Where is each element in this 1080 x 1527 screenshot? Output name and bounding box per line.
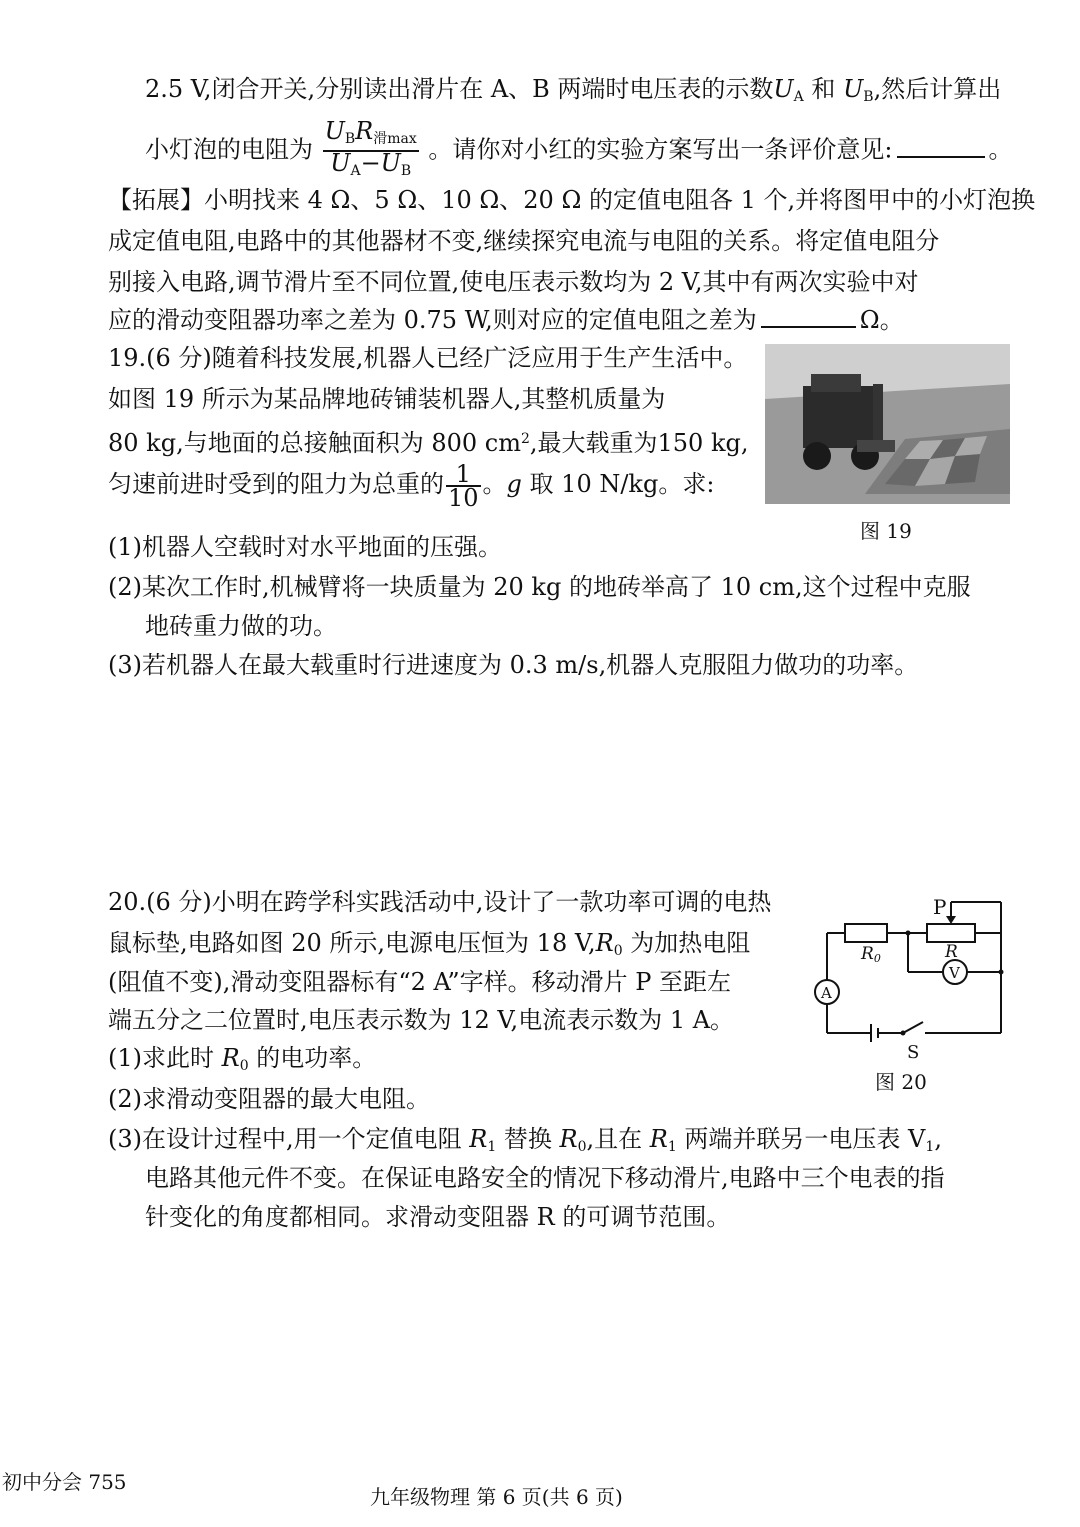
q19-stem-2: 如图 19 所示为某品牌地砖铺装机器人,其整机质量为 (108, 385, 666, 413)
figure-19-caption: 图 19 (860, 519, 912, 543)
q19-stem-1: 19.(6 分)随着科技发展,机器人已经广泛应用于生产生活中。 (108, 344, 748, 372)
q19-part-2a: (2)某次工作时,机械臂将一块质量为 20 kg 的地砖举高了 10 cm,这个过程中克服 (108, 573, 971, 601)
voltmeter-label: V (949, 964, 960, 982)
q20-stem-2: 鼠标垫,电路如图 20 所示,电源电压恒为 18 $V,R_0$ 为加热电阻 (108, 929, 751, 959)
q19-stem-3: 80 kg,与地面的总接触面积为 800 $cm^2$,最大载重为150 kg, (108, 429, 749, 457)
q20-part-3c: 针变化的角度都相同。求滑动变阻器 R 的可调节范围。 (145, 1203, 731, 1231)
cont-line-2: 小灯泡的电阻为 $\frac{U_BR_{滑max}}{U_A-U_B}$ 。请你对小红的实验方案写出一条评价意见: 。 (145, 120, 1013, 182)
q20-part-3b: 电路其他元件不变。在保证电路安全的情况下移动滑片,电路中三个电表的指 (145, 1164, 945, 1192)
tuozhan-line-3: 别接入电路,调节滑片至不同位置,使电压表示数均为 2 V,其中有两次实验中对 (108, 268, 919, 296)
cont-line-1: 2.5 V,闭合开关,分别读出滑片在 A、B 两端时电压表的示数$U_A$ 和 $U_B$,然后计算出 (145, 75, 1002, 105)
switch-label: S (907, 1042, 920, 1063)
figure-20-caption: 图 20 (875, 1070, 927, 1094)
robot-photo (765, 344, 1010, 504)
tuozhan-line-1: 【拓展】小明找来 4 Ω、5 Ω、10 Ω、20 Ω 的定值电阻各 1 个,并将图甲中的小灯泡换 (108, 186, 1036, 214)
q20-part-1: (1)求此时 $R_0$ 的电功率。 (108, 1044, 377, 1074)
q20-part-2: (2)求滑动变阻器的最大电阻。 (108, 1085, 430, 1113)
q20-part-3a: (3)在设计过程中,用一个定值电阻 $R_1$ 替换 $R_0$,且在 $R_1$ 两端并联另一电压表 $V_1$, (108, 1125, 942, 1155)
tuozhan-line-4: 应的滑动变阻器功率之差为 0.75 W,则对应的定值电阻之差为 Ω。 (108, 306, 904, 334)
q19-part-1: (1)机器人空载时对水平地面的压强。 (108, 533, 502, 561)
fraction-one-tenth: $\frac{1}{10}$ (448, 459, 479, 512)
answer-blank (897, 134, 985, 158)
circuit-diagram (805, 888, 1025, 1093)
q19-part-2b: 地砖重力做的功。 (145, 612, 337, 640)
footer-page-number: 九年级物理 第 6 页(共 6 页) (370, 1485, 623, 1509)
q19-part-3: (3)若机器人在最大载重时行进速度为 0.3 m/s,机器人克服阻力做功的功率。 (108, 651, 919, 679)
circuit-label-p: P (933, 895, 947, 919)
q20-stem-4: 端五分之二位置时,电压表示数为 12 V,电流表示数为 1 A。 (108, 1006, 735, 1034)
robot-photo-illustration (765, 344, 1010, 504)
tuozhan-line-2: 成定值电阻,电路中的其他器材不变,继续探究电流与电阻的关系。将定值电阻分 (108, 227, 940, 255)
q19-stem-4: 匀速前进时受到的阻力为总重的 $\frac{1}{10}$ 。g 取 10 N/kg。求: (108, 459, 715, 512)
ammeter-label: A (821, 984, 832, 1002)
resistance-formula: $\frac{U_BR_{滑max}}{U_A-U_B}$ (324, 117, 417, 179)
answer-blank (761, 304, 856, 328)
footer-left-code: 初中分会 755 (2, 1470, 127, 1494)
q20-stem-3: (阻值不变),滑动变阻器标有“2 A”字样。移动滑片 P 至距左 (108, 968, 732, 996)
circuit-label-r: R (945, 942, 958, 962)
q20-stem-1: 20.(6 分)小明在跨学科实践活动中,设计了一款功率可调的电热 (108, 888, 772, 916)
circuit-label-r0: R0 (861, 944, 881, 965)
